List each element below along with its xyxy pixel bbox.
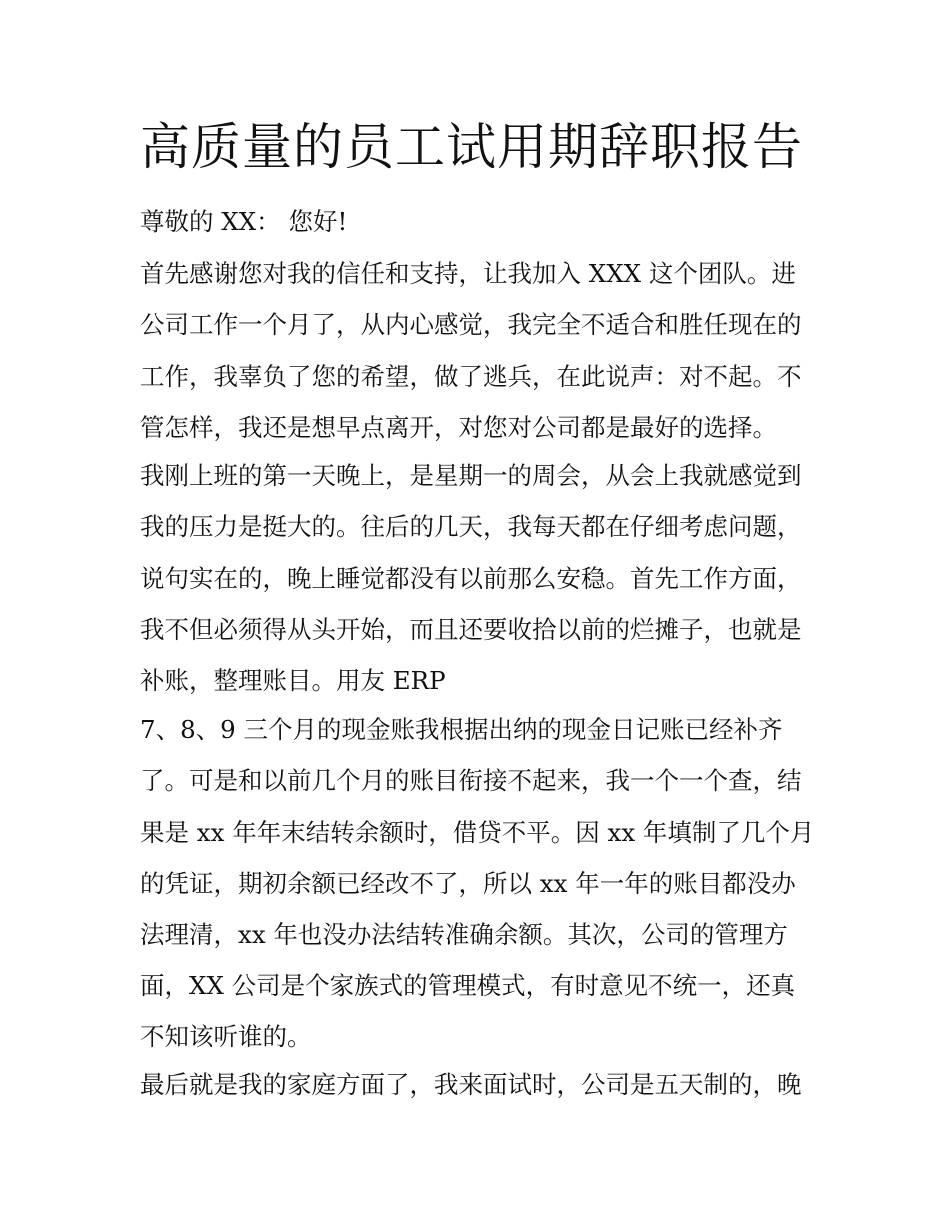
document-title: 高质量的员工试用期辞职报告 [140, 118, 803, 176]
paragraph-line: 说句实在的，晚上睡觉都没有以前那么安稳。首先工作方面， [140, 564, 802, 593]
paragraph-line: 不知该听谁的。 [140, 1022, 312, 1051]
paragraph-line: 我的压力是挺大的。往后的几天，我每天都在仔细考虑问题， [140, 512, 802, 541]
paragraph-line: 我不但必须得从头开始，而且还要收拾以前的烂摊子，也就是 [140, 615, 802, 644]
paragraph-line: 果是 xx 年年末结转余额时，借贷不平。因 xx 年填制了几个月 [140, 818, 815, 847]
paragraph-line: 面，XX 公司是个家族式的管理模式，有时意见不统一，还真 [140, 971, 796, 1000]
paragraph-line: 7、8、9 三个月的现金账我根据出纳的现金日记账已经补齐 [140, 715, 783, 744]
paragraph-line: 的凭证，期初余额已经改不了，所以 xx 年一年的账目都没办 [140, 869, 796, 898]
paragraph-line: 公司工作一个月了，从内心感觉，我完全不适合和胜任现在的 [140, 310, 802, 339]
paragraph-line: 法理清，xx 年也没办法结转准确余额。其次，公司的管理方 [140, 920, 788, 949]
paragraph-line: 我刚上班的第一天晚上，是星期一的周会，从会上我就感觉到 [140, 461, 802, 490]
paragraph-line: 工作，我辜负了您的希望，做了逃兵，在此说声：对不起。不 [140, 362, 802, 391]
salutation-line: 尊敬的 XX： 您好! [140, 207, 348, 236]
paragraph-line: 管怎样，我还是想早点离开，对您对公司都是最好的选择。 [140, 413, 777, 442]
paragraph-line: 最后就是我的家庭方面了，我来面试时，公司是五天制的，晚 [140, 1070, 802, 1099]
paragraph-line: 了。可是和以前几个月的账目衔接不起来，我一个一个查，结 [140, 766, 802, 795]
paragraph-line: 首先感谢您对我的信任和支持，让我加入 XXX 这个团队。进 [140, 259, 796, 288]
paragraph-line: 补账，整理账目。用友 ERP [140, 666, 446, 695]
